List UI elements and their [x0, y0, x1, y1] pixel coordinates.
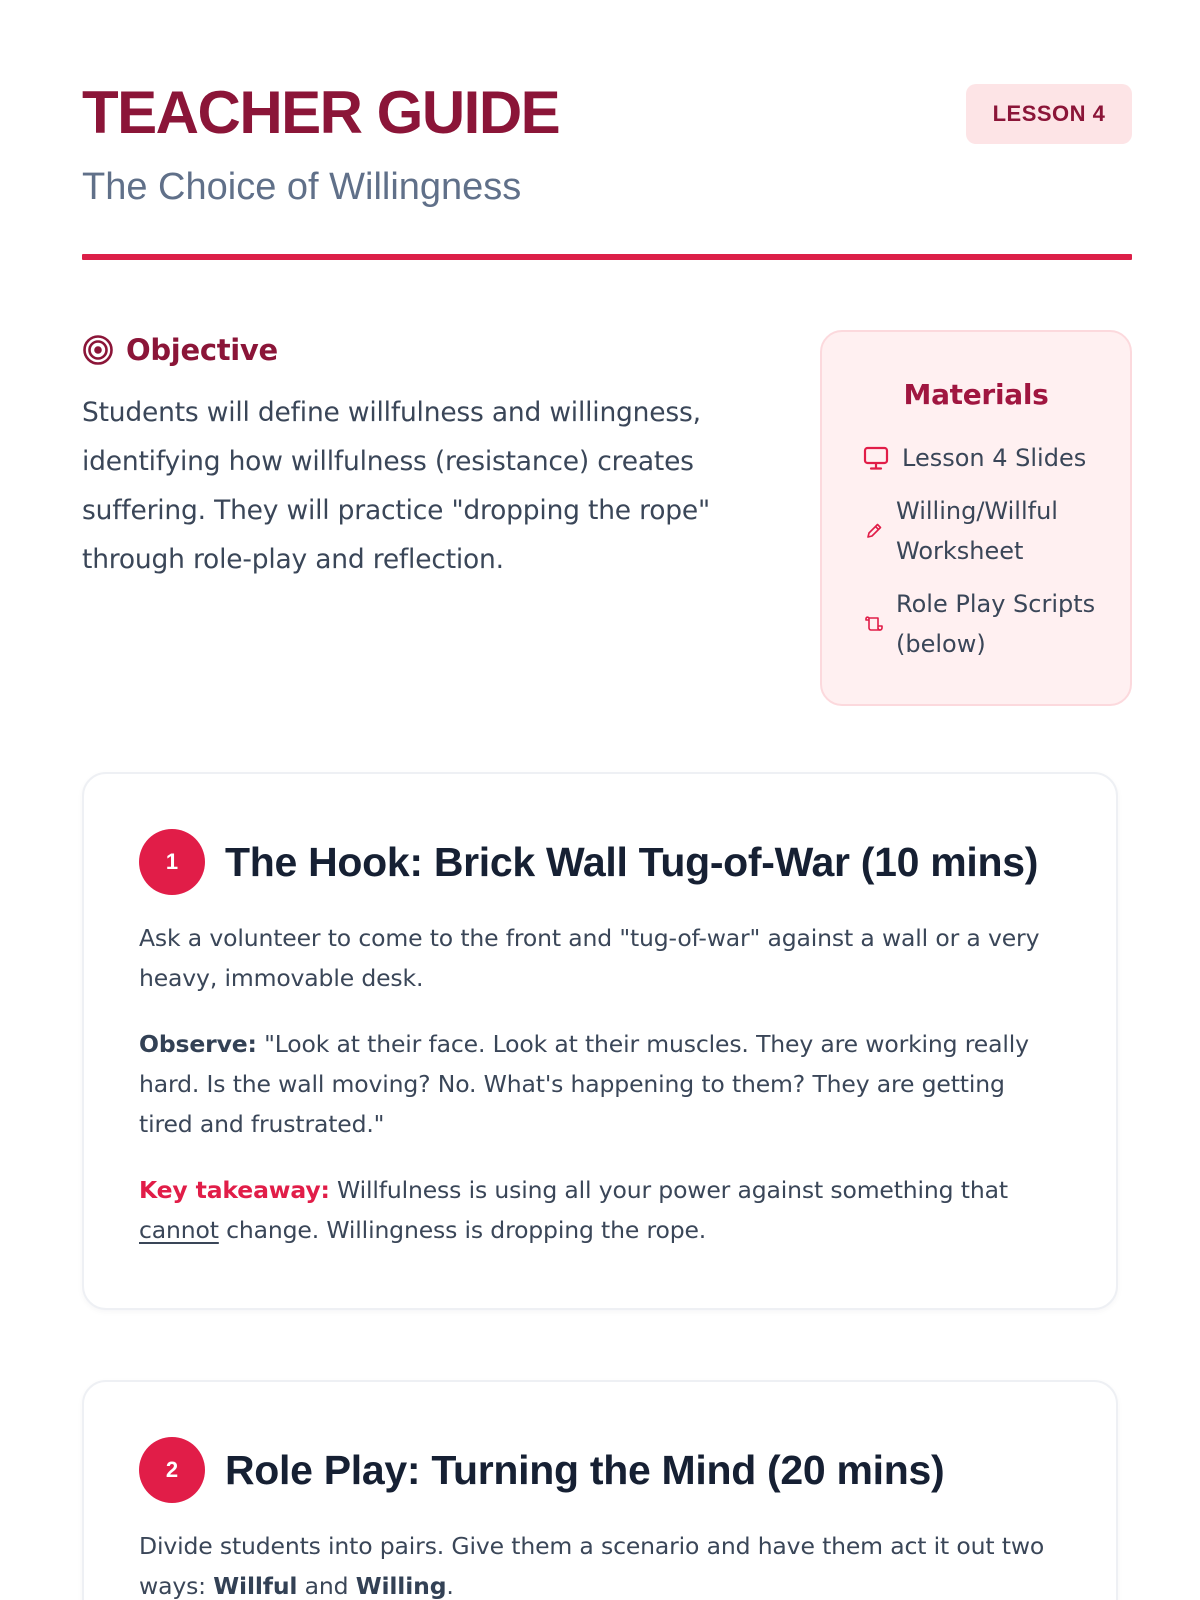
materials-title: Materials	[903, 378, 1049, 411]
step-intro-and: and	[297, 1572, 356, 1600]
page-title: TEACHER GUIDE	[82, 79, 560, 146]
step-observe	[139, 1024, 1064, 1144]
step-title: The Hook: Brick Wall Tug-of-War (10 mins)	[225, 838, 1039, 885]
step-intro-text: Divide students into pairs. Give them a scenario and have them act it out two ways:	[139, 1532, 1045, 1600]
guide-header	[82, 0, 1132, 262]
step-number-badge: 2	[139, 1437, 205, 1503]
step-body	[139, 918, 1064, 1276]
materials-item-scripts	[862, 584, 1102, 664]
materials-item-worksheet	[862, 491, 1102, 571]
step-card-2	[82, 1380, 1118, 1600]
observe-label: Observe:	[139, 1030, 257, 1058]
header-divider	[82, 254, 1132, 260]
materials-box	[820, 330, 1132, 706]
teacher-guide-page	[82, 0, 1132, 712]
lesson-badge: LESSON 4	[966, 84, 1132, 144]
objective-section	[82, 330, 762, 584]
willful-term: Willful	[213, 1572, 298, 1600]
step-card-1	[82, 772, 1118, 1310]
target-icon	[82, 334, 114, 366]
step-header	[139, 1437, 944, 1503]
key-takeaway-text-end: change. Willingness is dropping the rope.	[218, 1216, 707, 1244]
page-subtitle: The Choice of Willingness	[82, 166, 522, 208]
willing-term: Willing	[355, 1572, 447, 1600]
materials-item-label: Lesson 4 Slides	[902, 444, 1087, 472]
key-takeaway-emphasis: cannot	[139, 1216, 219, 1244]
key-takeaway-text: Willfulness is using all your power against something that	[329, 1176, 1008, 1204]
step-key-takeaway	[139, 1170, 1064, 1250]
pencil-icon	[864, 521, 884, 541]
step-intro	[139, 1526, 1064, 1600]
step-number-badge: 1	[139, 829, 205, 895]
monitor-icon	[862, 444, 890, 472]
step-header	[139, 829, 1038, 895]
key-takeaway-label: Key takeaway:	[139, 1176, 330, 1204]
materials-item-label: Willing/Willful Worksheet	[896, 497, 1058, 565]
step-title: Role Play: Turning the Mind (20 mins)	[225, 1446, 945, 1493]
intro-section	[82, 262, 1132, 712]
materials-item-slides	[862, 438, 1102, 478]
step-body	[139, 1526, 1064, 1600]
materials-list	[862, 438, 1102, 677]
step-intro: Ask a volunteer to come to the front and "tug-of-war" against a wall or a very heavy, immovable desk.	[139, 924, 1040, 992]
materials-item-label: Role Play Scripts (below)	[896, 590, 1096, 658]
objective-text: Students will define willfulness and willingness, identifying how willfulness (resistance) creates suffering. They will practice "dropping the rope" through role-play and reflection.	[82, 397, 710, 575]
objective-title: Objective	[126, 333, 278, 367]
objective-heading	[82, 330, 762, 370]
step-intro-end: .	[446, 1572, 454, 1600]
observe-text: "Look at their face. Look at their muscles. They are working really hard. Is the wall moving? No. What's happening to them? They are getting tired and frustrated."	[139, 1030, 1029, 1138]
scroll-icon	[864, 614, 884, 634]
